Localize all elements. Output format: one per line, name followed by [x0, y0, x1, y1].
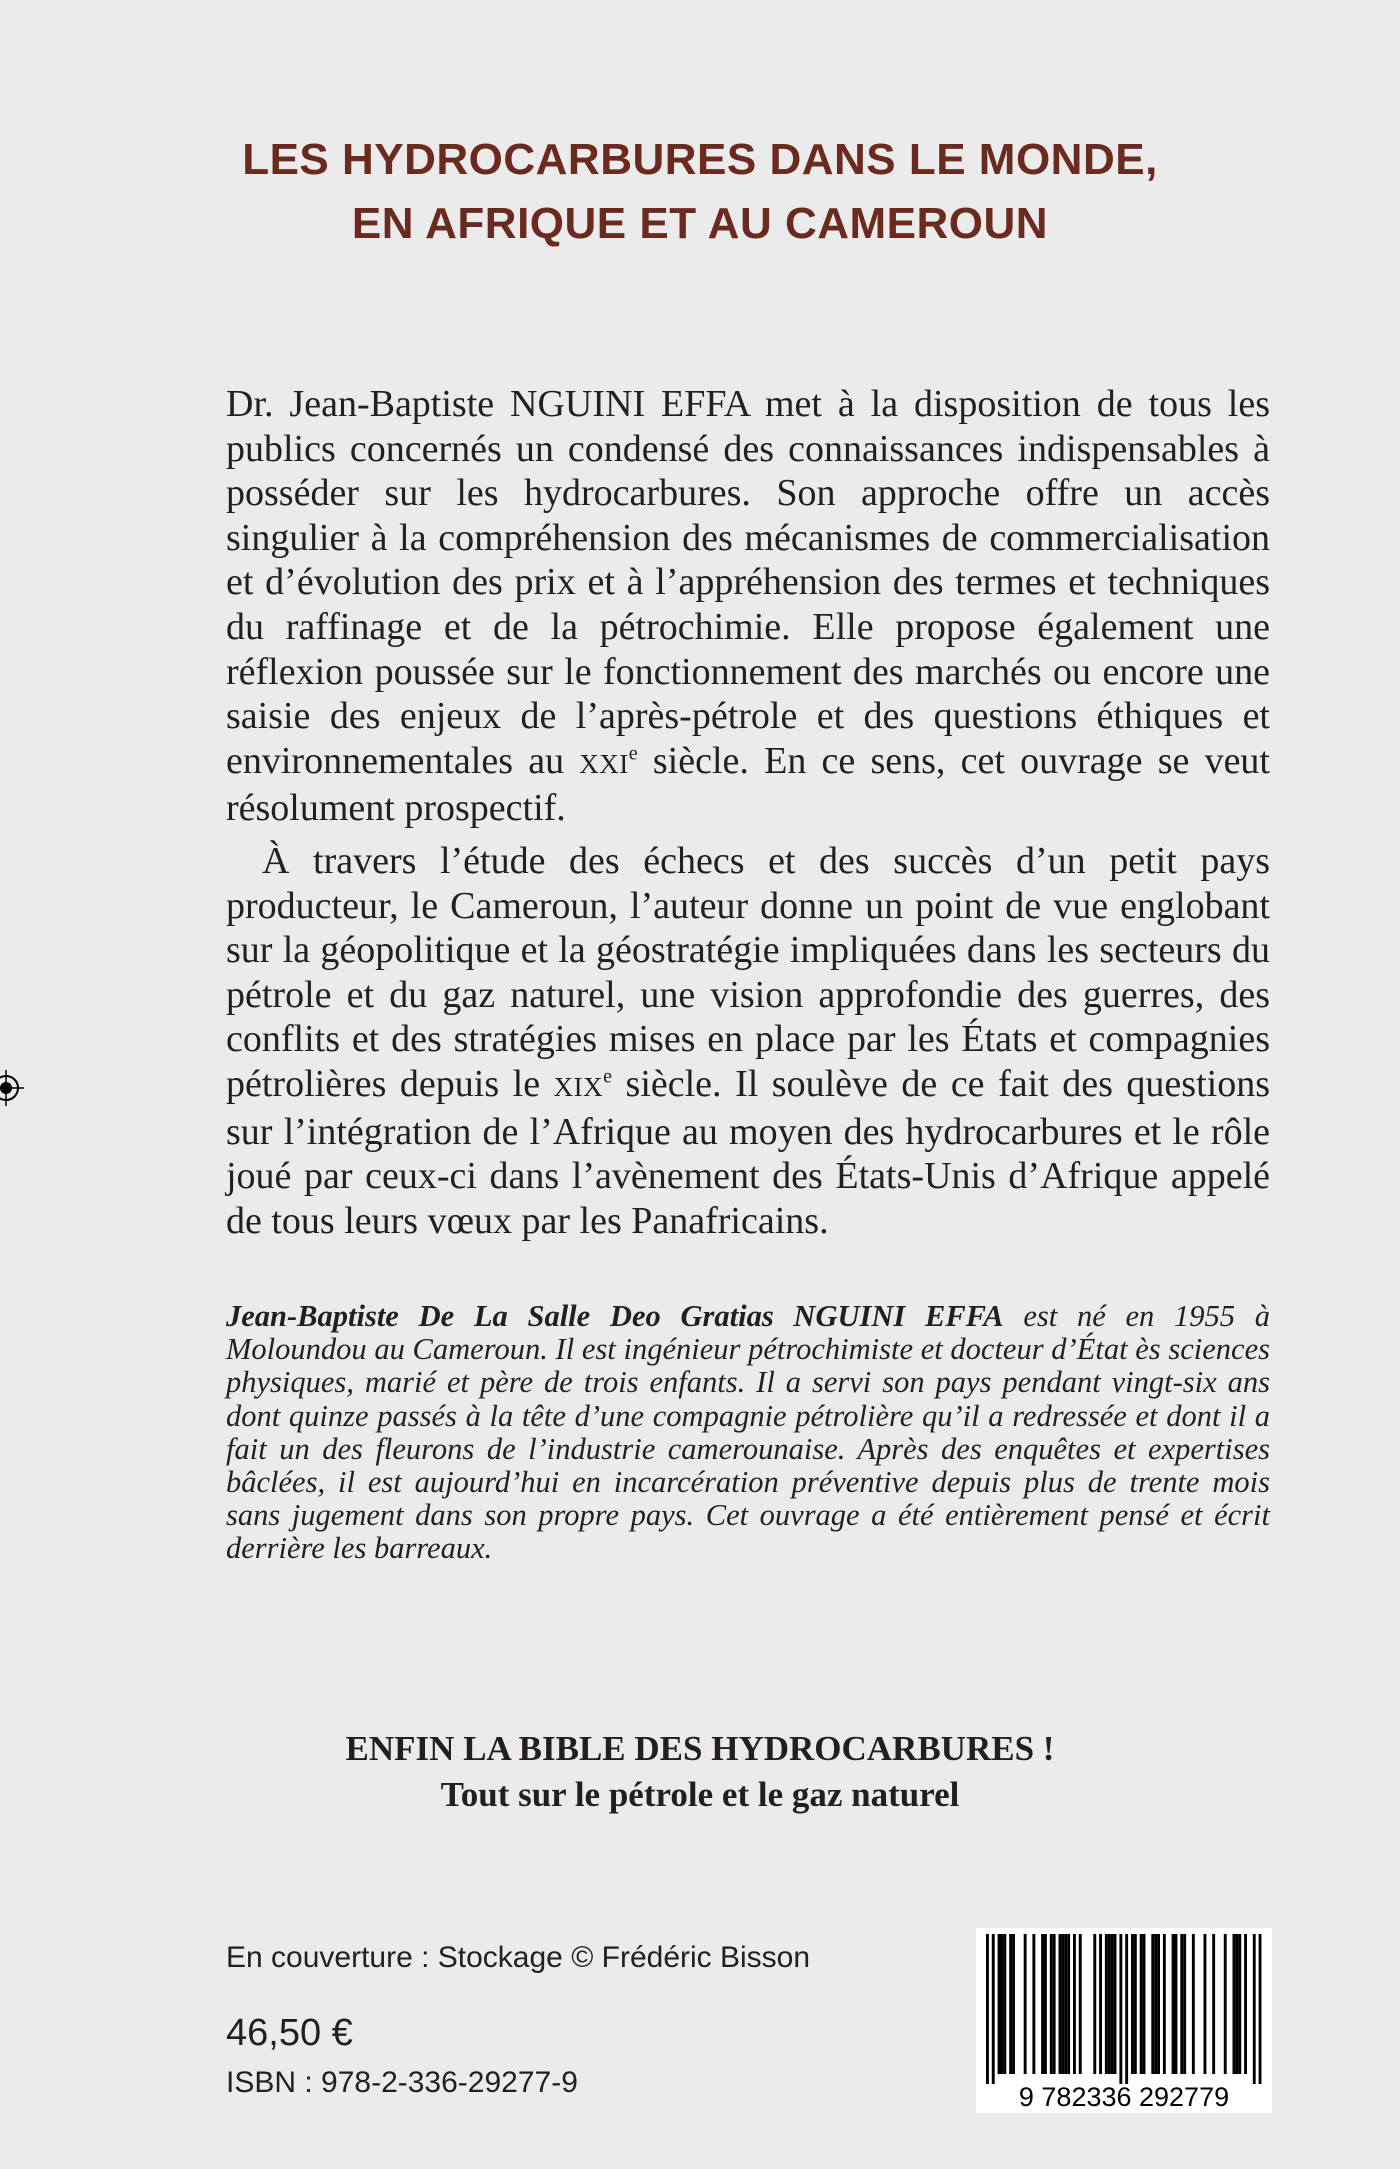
- barcode-bar: [1238, 1934, 1241, 2074]
- barcode-bar: [1212, 1934, 1215, 2074]
- description-p2-text-b: siècle. Il soulève de ce fait des questions sur l’intégration de l’Afrique au moyen des hydrocarbures et le rôle joué par ceux-ci dans l’avènement des États-Unis d’Afrique appelé de tous leurs vœux par les Panafricains.: [226, 1062, 1270, 1242]
- description-p2-text-a: À travers l’étude des échecs et des succès d’un petit pays producteur, le Cameroun, l’auteur donne un point de vue englobant sur la géopolitique et la géostratégie impliquées dans les secteurs du pétrole et du gaz naturel, une vision approfondie des guerres, des conflits et des stratégies mises en place par les États et compagnies pétrolières depuis le: [226, 839, 1270, 1105]
- registration-mark-icon: [0, 1070, 24, 1106]
- barcode-bar: [986, 1934, 989, 2084]
- barcode-bar: [1183, 1934, 1186, 2074]
- barcode-bar: [1099, 1934, 1102, 2074]
- barcode-bar: [1064, 1934, 1067, 2074]
- barcode-bar: [1044, 1934, 1047, 2074]
- author-name: Jean-Baptiste De La Salle Deo Gratias NGUINI EFFA: [226, 1299, 1004, 1333]
- description-paragraph-1: [226, 382, 1270, 831]
- title-line-2: EN AFRIQUE ET AU CAMEROUN: [351, 199, 1049, 248]
- barcode-bar: [1235, 1934, 1238, 2074]
- description-paragraph-2: [226, 839, 1270, 1243]
- barcode-bar: [1024, 1934, 1027, 2074]
- barcode-bar: [1143, 1934, 1146, 2074]
- barcode-bar: [1163, 1934, 1166, 2074]
- barcode-bar: [1259, 1934, 1262, 2084]
- barcode-bar: [1053, 1934, 1056, 2074]
- barcode-bar: [1041, 1934, 1044, 2074]
- tagline: [0, 1726, 1400, 1818]
- barcode-bar: [1067, 1934, 1070, 2074]
- century-superscript: e: [603, 1065, 612, 1088]
- barcode-bar: [1233, 1934, 1236, 2074]
- barcode-bar: [1154, 1934, 1157, 2074]
- barcode-bar: [998, 1934, 1001, 2074]
- tagline-line-1: ENFIN LA BIBLE DES HYDROCARBURES !: [345, 1729, 1055, 1768]
- barcode-bar: [1140, 1934, 1143, 2074]
- barcode-bar: [1224, 1934, 1227, 2074]
- barcode-bar: [1009, 1934, 1012, 2074]
- barcode-bar: [1079, 1934, 1082, 2074]
- barcode-bar: [1125, 1934, 1128, 2084]
- book-description: [226, 382, 1270, 1243]
- barcode-bar: [1003, 1934, 1006, 2074]
- century-numeral-19: XIX: [553, 1071, 604, 1102]
- barcode-bar: [1105, 1934, 1108, 2074]
- barcode-bar: [1119, 1934, 1122, 2084]
- cover-credit: En couverture : Stockage © Frédéric Bisson: [226, 1941, 811, 1974]
- barcode-bar: [1134, 1934, 1137, 2074]
- barcode-bar: [1108, 1934, 1111, 2074]
- book-title: [0, 128, 1400, 256]
- barcode-bar: [1131, 1934, 1134, 2074]
- century-numeral-21: XXI: [579, 748, 629, 779]
- barcode: [976, 1928, 1272, 2113]
- description-p1-text-a: Dr. Jean-Baptiste NGUINI EFFA met à la disposition de tous les publics concernés un condensé des connaissances indispensables à posséder sur les hydrocarbures. Son approche offre un accès singulier à la compréhension des mécanismes de commercialisation et d’évolution des prix et à l’appréhension des termes et techniques du raffinage et de la pétrochimie. Elle propose également une réflexion poussée sur le fonctionnement des marchés ou encore une saisie des enjeux de l’après-pétrole et des questions éthiques et environnementales au: [226, 383, 1270, 782]
- description-p1-text-b: siècle. En ce sens, cet ouvrage se veut résolument prospectif.: [226, 739, 1270, 830]
- barcode-digits: 9 782336 292779: [1018, 2082, 1230, 2112]
- barcode-bar: [1172, 1934, 1175, 2074]
- barcode-bar: [1192, 1934, 1195, 2074]
- barcode-bar: [1151, 1934, 1154, 2074]
- barcode-bar: [1114, 1934, 1117, 2074]
- barcode-graphic: [976, 1928, 1272, 2113]
- barcode-bar: [1050, 1934, 1053, 2074]
- barcode-bar: [1073, 1934, 1076, 2074]
- barcode-bar: [1253, 1934, 1256, 2084]
- barcode-bar: [1204, 1934, 1207, 2074]
- barcode-bar: [1111, 1934, 1114, 2074]
- barcode-bar: [1001, 1934, 1004, 2074]
- author-bio-text: est né en 1955 à Moloundou au Cameroun. Il est ingénieur pétrochimiste et docteur d’État ès sciences physiques, marié et père de trois enfants. Il a servi son pays pendant vingt-six ans dont quinze passés à la tête d’une compagnie pétrolière qu’il a redressée et dont il a fait un des fleurons de l’industrie camerounaise. Après des enquêtes et expertises bâclées, il est aujourd’hui en incarcération préventive depuis plus de trente mois sans jugement dans son propre pays. Cet ouvrage a été entièrement pensé et écrit derrière les barreaux.: [226, 1299, 1270, 1566]
- tagline-line-2: Tout sur le pétrole et le gaz naturel: [440, 1775, 960, 1814]
- price: 46,50 €: [226, 2012, 353, 2054]
- barcode-bar: [1093, 1934, 1096, 2074]
- isbn: ISBN : 978-2-336-29277-9: [226, 2066, 578, 2099]
- barcode-bar: [1012, 1934, 1015, 2074]
- title-line-1: LES HYDROCARBURES DANS LE MONDE,: [242, 135, 1158, 184]
- barcode-bar: [1059, 1934, 1062, 2074]
- barcode-bar: [1244, 1934, 1247, 2074]
- barcode-bar: [1175, 1934, 1178, 2074]
- barcode-bar: [992, 1934, 995, 2084]
- barcode-bar: [1157, 1934, 1160, 2074]
- barcode-bar: [1180, 1934, 1183, 2074]
- century-superscript: e: [628, 742, 638, 765]
- barcode-bar: [1032, 1934, 1035, 2074]
- barcode-bar: [1061, 1934, 1064, 2074]
- author-biography: [226, 1300, 1270, 1566]
